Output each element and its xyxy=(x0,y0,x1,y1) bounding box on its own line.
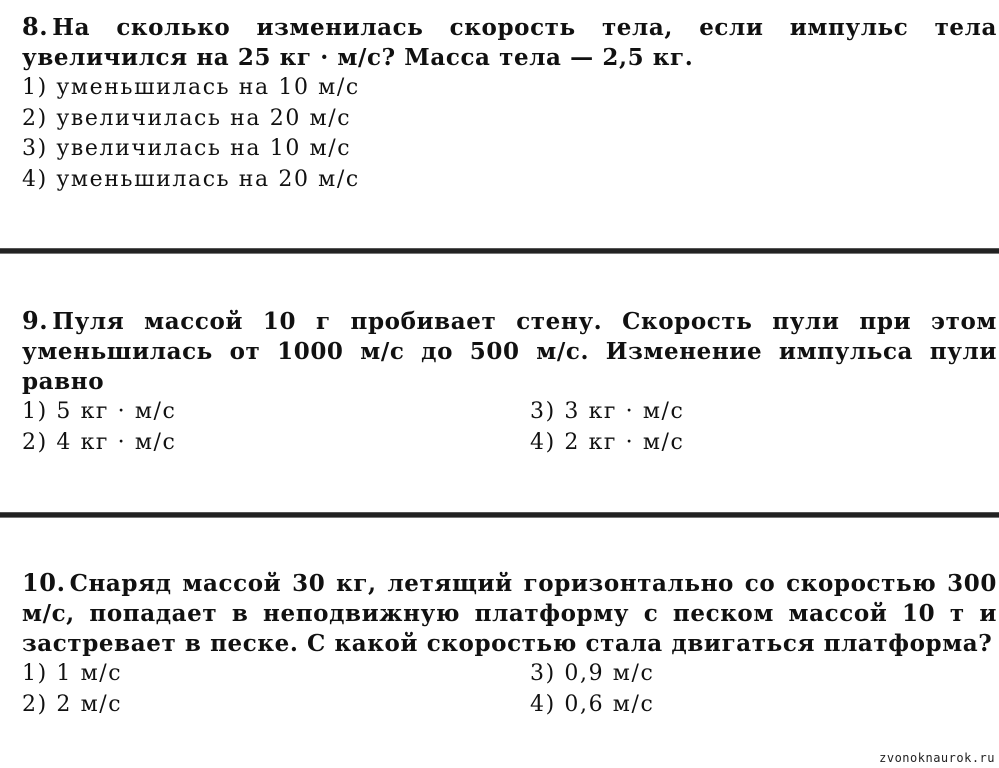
answer-option: 4) 2 кг · м/с xyxy=(530,429,685,455)
question-8-number: 8. xyxy=(22,12,49,41)
answer-option: 1) уменьшилась на 10 м/с xyxy=(22,75,360,100)
watermark: zvonoknaurok.ru xyxy=(879,751,995,765)
answer-option: 3) 3 кг · м/с xyxy=(530,399,685,424)
question-8-text: 8. На сколько изменилась скорость тела, если импульс тела увеличился на 25 кг · м/с? Масса тела — 2,5 кг. xyxy=(22,12,997,71)
question-10-text: 10. Снаряд массой 30 кг, летящий горизонтально со скоростью 300 м/с, попадает в неподвижную платформу с песком массой 10 т и застревает в песке. С какой скоростью стала двигаться платформа? xyxy=(22,568,997,657)
question-9-number: 9. xyxy=(22,306,49,335)
answer-option: 4) уменьшилась на 20 м/с xyxy=(22,166,360,192)
answer-option: 1) 5 кг · м/с xyxy=(22,399,177,424)
answer-option: 3) увеличилась на 10 м/с xyxy=(22,136,352,161)
answer-option: 2) 2 м/с xyxy=(22,691,123,717)
question-10-answers xyxy=(22,659,997,720)
question-8 xyxy=(22,12,997,195)
question-9 xyxy=(22,306,997,458)
answer-option: 1) 1 м/с xyxy=(22,661,123,686)
question-9-text: 9. Пуля массой 10 г пробивает стену. Скорость пули при этом уменьшилась от 1000 м/с до 500 м/с. Изменение импульса пули равно xyxy=(22,306,997,395)
question-9-answers xyxy=(22,397,997,458)
question-8-answers xyxy=(22,73,997,195)
question-10-number: 10. xyxy=(22,568,66,597)
separator-line xyxy=(0,248,999,254)
answer-option: 4) 0,6 м/с xyxy=(530,691,655,717)
answer-option: 2) 4 кг · м/с xyxy=(22,429,177,455)
question-10 xyxy=(22,568,997,720)
separator-line xyxy=(0,512,999,518)
answer-option: 3) 0,9 м/с xyxy=(530,661,655,686)
answer-option: 2) увеличилась на 20 м/с xyxy=(22,105,352,131)
